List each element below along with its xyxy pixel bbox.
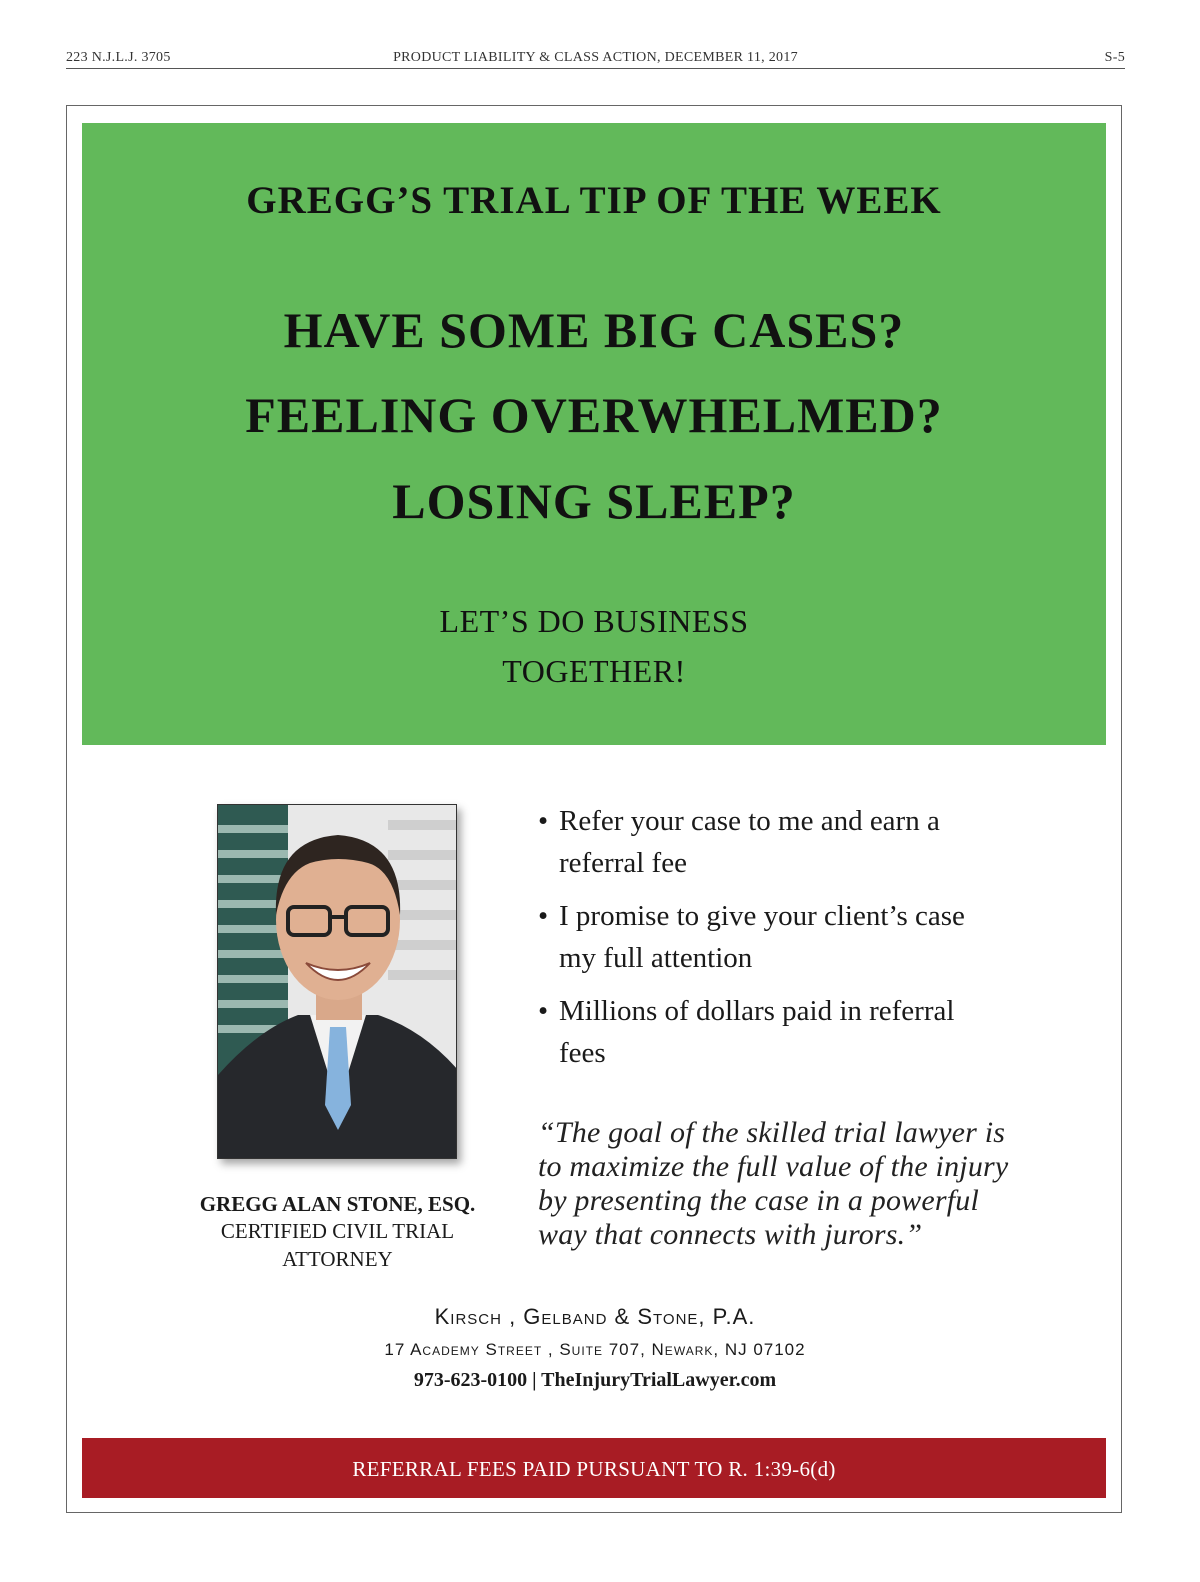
attorney-caption (190, 1192, 485, 1273)
list-item (538, 800, 1008, 884)
citation: 223 N.J.L.J. 3705 (66, 50, 171, 65)
trial-lawyer-quote: “The goal of the skilled trial lawyer is to maximize the full value of the injury by presenting the case in a powerful way that connects with jurors.” (538, 1116, 1009, 1251)
bullet-text: I promise to give your client’s case my full attention (559, 900, 965, 974)
bullet-text: Millions of dollars paid in referral fees (559, 995, 955, 1069)
cta-line-1: LET’S DO BUSINESS (439, 603, 749, 639)
page-number: S-5 (1104, 50, 1125, 65)
bullet-text: Refer your case to me and earn a referral fee (559, 805, 940, 879)
headline-losing-sleep: LOSING SLEEP? (392, 473, 796, 529)
list-item (538, 990, 1008, 1074)
page-header (66, 48, 1125, 69)
firm-address: 17 Academy Street , Suite 707, Newark, NJ 07102 (384, 1340, 806, 1359)
firm-contact: 973-623-0100 | TheInjuryTrialLawyer.com (413, 1369, 777, 1391)
section-date: PRODUCT LIABILITY & CLASS ACTION, DECEMBER 11, 2017 (393, 50, 798, 65)
list-item (538, 895, 1008, 979)
attorney-title-line-2: ATTORNEY (282, 1247, 393, 1271)
headline-panel (82, 123, 1106, 745)
bullet-icon: • (538, 995, 549, 1027)
referral-fee-banner: REFERRAL FEES PAID PURSUANT TO R. 1:39-6(d) (82, 1438, 1106, 1498)
benefit-list (538, 800, 1008, 1085)
headline-big-cases: HAVE SOME BIG CASES? (283, 302, 905, 358)
bullet-icon: • (538, 900, 549, 932)
cta-line-2: TOGETHER! (502, 653, 686, 689)
firm-name: Kirsch , Gelband & Stone, P.A. (434, 1304, 756, 1329)
attorney-photo (217, 804, 457, 1159)
attorney-name: GREGG ALAN STONE, ESQ. (199, 1192, 476, 1216)
bullet-icon: • (538, 805, 549, 837)
headline-overwhelmed: FEELING OVERWHELMED? (245, 387, 943, 443)
attorney-title-line-1: CERTIFIED CIVIL TRIAL (220, 1219, 455, 1243)
tip-title: GREGG’S TRIAL TIP OF THE WEEK (246, 179, 942, 222)
